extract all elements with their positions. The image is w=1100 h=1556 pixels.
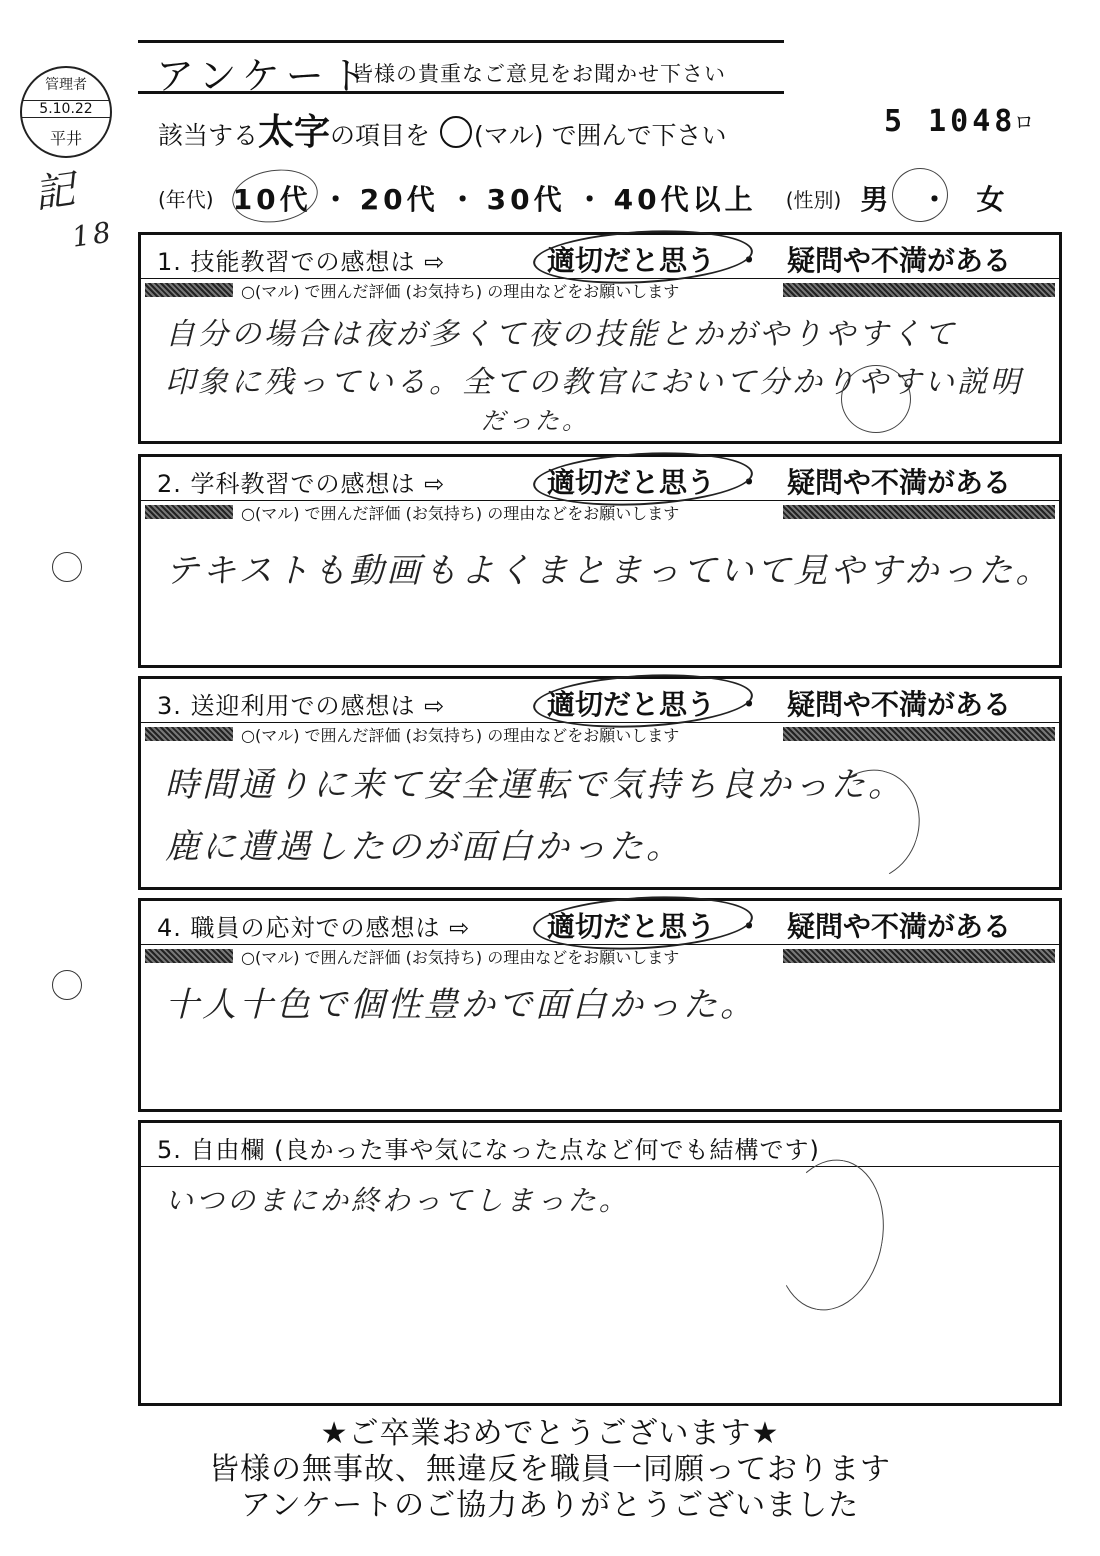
age-option-20s[interactable]: 20代 [359,183,439,216]
section-header [141,679,1059,723]
option-appropriate[interactable]: 適切だと思う [547,244,716,277]
stamp-role: 管理者 [45,77,87,93]
handwritten-check-mark [765,1151,896,1319]
survey-subtitle: 皆様の貴重なご意見をお聞かせ下さい [352,62,726,86]
section-label: 5. 自由欄 (良かった事や気になった点など何でも結構です) [157,1136,820,1164]
selection-circle-age [229,164,321,227]
hatch-decoration [783,283,1055,297]
footer-thanks: アンケートのご協力ありがとうございました [240,1488,860,1523]
reason-prompt-bar [141,947,1059,965]
section-free-comment [138,1120,1062,1406]
reason-prompt: ○(マル) で囲んだ評価 (お気持ち) の理由などをお願いします [241,726,680,745]
section-label: 3. 送迎利用での感想は ⇨ [157,692,446,720]
reason-prompt: ○(マル) で囲んだ評価 (お気持ち) の理由などをお願いします [241,504,680,523]
hatch-decoration [783,949,1055,963]
age-option-10s[interactable]: 10代 [232,183,312,216]
instruction-post: (マル) で囲んで下さい [474,121,727,150]
reason-prompt-bar [141,281,1059,299]
option-concern[interactable]: 疑問や不満がある [787,910,1012,943]
reason-prompt-bar [141,503,1059,521]
gender-option-female[interactable]: 女 [976,183,1009,216]
free-answer: いつのまにか終わってしまった。 [165,1184,630,1217]
punch-hole-icon [52,552,82,582]
option-concern[interactable]: 疑問や不満がある [787,688,1012,721]
reason-prompt: ○(マル) で囲んだ評価 (お気持ち) の理由などをお願いします [241,948,680,967]
section-staff-response [138,898,1062,1112]
serial-number: 5 1048 [884,104,1017,139]
separator-dot: ・ [448,183,477,216]
hatch-decoration [145,283,233,297]
footer-safety-wish: 皆様の無事故、無違反を職員一同願っております [209,1452,891,1487]
margin-note: 18 [69,215,116,254]
section-header [141,901,1059,945]
separator-dot: ・ [321,183,350,216]
circle-icon [440,116,472,148]
instruction-pre: 該当する [158,121,259,150]
separator-dot: ・ [575,183,604,216]
separator-dot: ・ [735,466,764,499]
margin-note: 記 [31,166,81,218]
instruction-line [158,104,726,155]
stamp-name: 平井 [49,129,82,148]
punch-hole-icon [52,970,82,1000]
answer-line: テキストも動画もよくまとまっていて見やすかった。 [165,551,1053,591]
survey-title-bar [138,40,784,98]
answer-line: 自分の場合は夜が多くて夜の技能とかがやりやすくて [165,317,957,352]
section-label: 2. 学科教習での感想は ⇨ [157,470,446,498]
option-appropriate[interactable]: 適切だと思う [547,688,716,721]
separator-dot: ・ [920,183,949,216]
approval-stamp [20,66,112,158]
separator-dot: ・ [735,244,764,277]
handwritten-check-mark [841,365,911,433]
answer-line: 鹿に遭遇したのが面白かった。 [165,827,683,867]
gender-option-male[interactable]: 男 [860,183,893,216]
section-header [141,235,1059,279]
reason-prompt-bar [141,725,1059,743]
hatch-decoration [145,727,233,741]
separator-dot: ・ [735,688,764,721]
answer-line: 十人十色で個性豊かで面白かった。 [165,985,757,1025]
section-label: 1. 技能教習での感想は ⇨ [157,248,446,276]
age-label: (年代) [158,187,214,212]
section-classroom-lessons [138,454,1062,668]
option-appropriate[interactable]: 適切だと思う [547,466,716,499]
section-header [141,457,1059,501]
option-concern[interactable]: 疑問や不満がある [787,466,1012,499]
serial-number-tail: ロ [1014,110,1034,134]
survey-title: アンケート [156,54,374,98]
hatch-decoration [145,949,233,963]
hatch-decoration [145,505,233,519]
section-skill-lessons [138,232,1062,444]
hatch-decoration [783,727,1055,741]
gender-label: (性別) [785,187,842,212]
reason-prompt: ○(マル) で囲んだ評価 (お気持ち) の理由などをお願いします [241,282,680,301]
section-shuttle-service [138,676,1062,890]
instruction-mid: の項目を [330,121,431,150]
footer-congrats: ★ご卒業おめでとうございます★ [320,1416,780,1451]
section-label: 4. 職員の応対での感想は ⇨ [157,914,471,942]
answer-line: 時間通りに来て安全運転で気持ち良かった。 [165,765,905,805]
answer-line: だった。 [481,407,589,435]
option-appropriate[interactable]: 適切だと思う [547,910,716,943]
stamp-date: 5.10.22 [22,100,110,118]
section-header [141,1123,1059,1167]
age-option-30s[interactable]: 30代 [486,183,566,216]
separator-dot: ・ [735,910,764,943]
option-concern[interactable]: 疑問や不満がある [787,244,1012,277]
age-option-40s-plus[interactable]: 40代以上 [613,183,757,216]
hatch-decoration [783,505,1055,519]
answer-line: 印象に残っている。全ての教官において分かりやすい説明 [165,365,1023,400]
instruction-bold: 太字 [258,112,331,153]
